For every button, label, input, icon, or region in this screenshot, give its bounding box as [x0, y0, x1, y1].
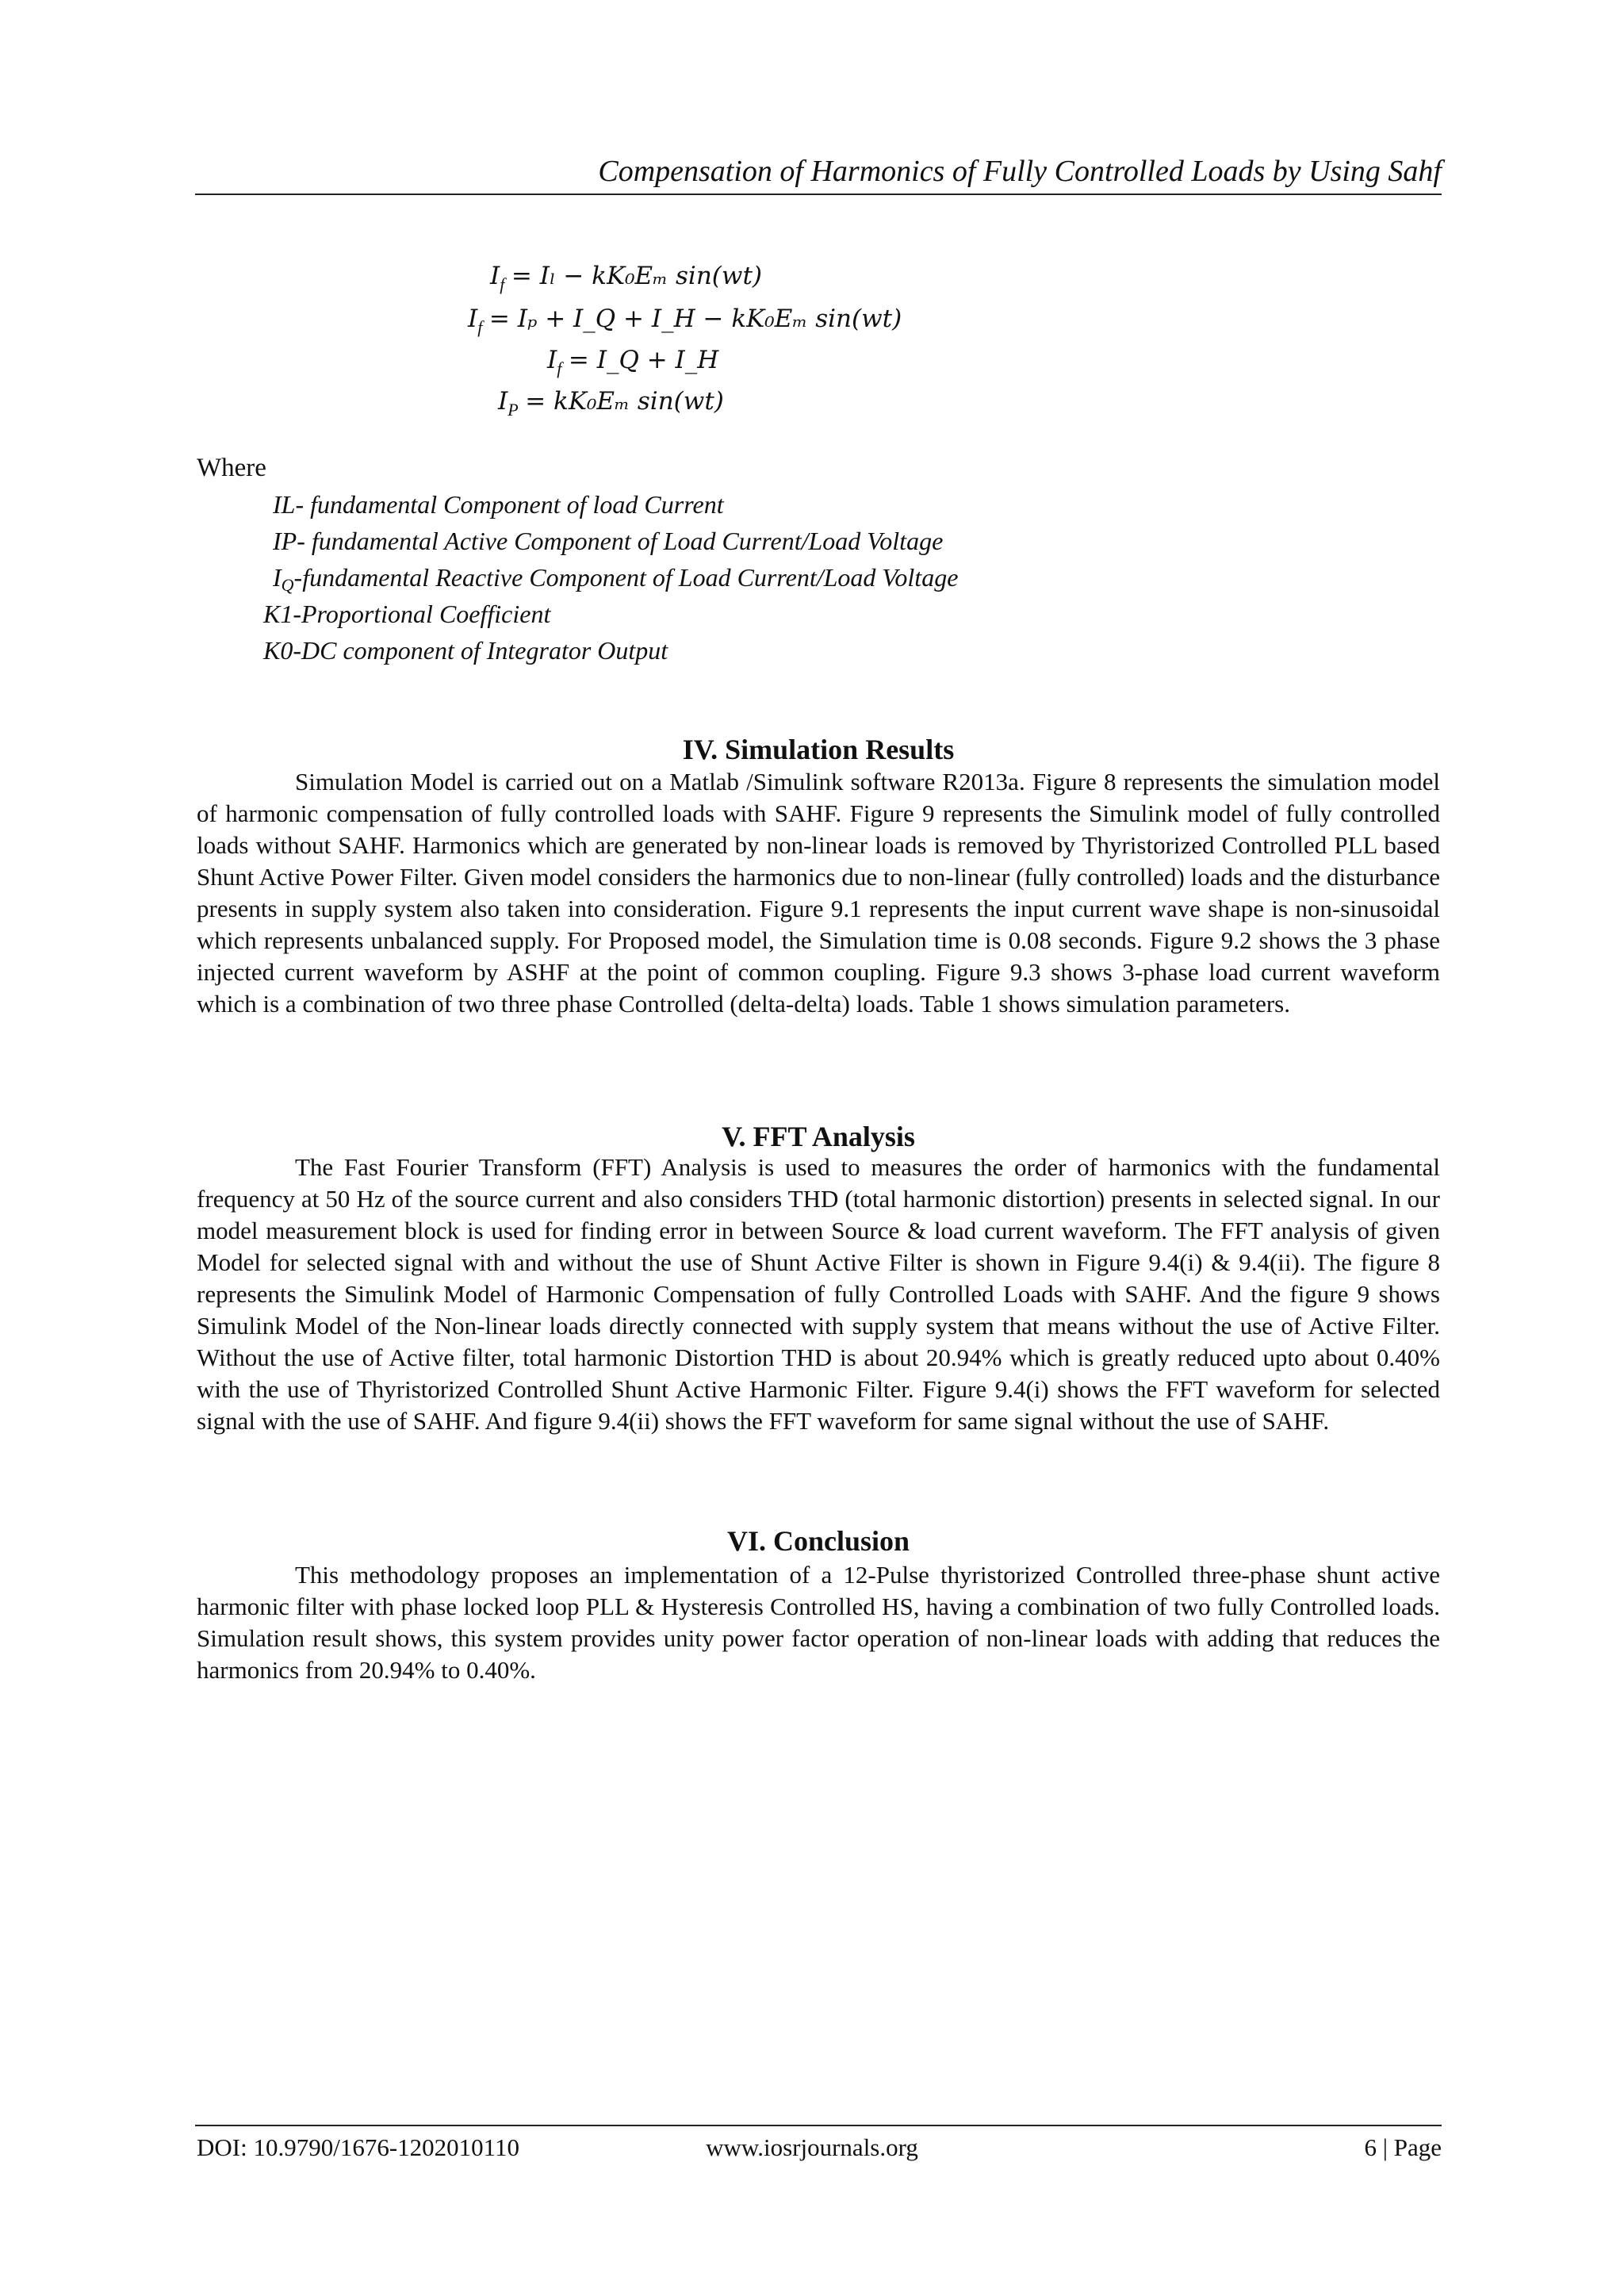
equation-2: [468, 301, 902, 345]
where-label: Where: [197, 454, 266, 482]
paragraph-simulation-results: Simulation Model is carried out on a Matlab /Simulink software R2013a. Figure 8 represents the simulation model of harmonic compensation of fully controlled loads with SAHF. Figure 9 represents the Simulink model of fully controlled loads without SAHF. Harmonics which are generated by non-linear loads is removed by Thyristorized Controlled PLL based Shunt Active Power Filter. Given model considers the harmonics due to non-linear (fully controlled) loads and the disturbance presents in supply system also taken into consideration. Figure 9.1 represents the input current wave shape is non-sinusoidal which represents unbalanced supply. For Proposed model, the Simulation time is 0.08 seconds. Figure 9.2 shows the 3 phase injected current waveform by ASHF at the point of common coupling. Figure 9.3 shows 3-phase load current waveform which is a combination of two three phase Controlled (delta-delta) loads. Table 1 shows simulation parameters.: [197, 768, 1440, 1018]
definition-k1: K1-Proportional Coefficient: [263, 600, 551, 628]
equation-3-rhs: = I_Q + I_H: [568, 346, 719, 374]
paragraph-conclusion: This methodology proposes an implementation of a 12-Pulse thyristorized Controlled three-phase shunt active harmonic filter with phase locked loop PLL & Hysteresis Controlled HS, having a combination of two fully Controlled loads. Simulation result shows, this system provides unity power factor operation of non-linear loads with adding that reduces the harmonics from 20.94% to 0.40%.: [197, 1561, 1440, 1684]
equation-1-rhs: = Iₗ − kK₀Eₘ sin⁡(wt): [511, 262, 762, 290]
running-header-title: Compensation of Harmonics of Fully Controlled Loads by Using Sahf: [598, 155, 1442, 188]
equation-1-lhs-symbol: I: [490, 262, 500, 290]
definition-iq-symbol: I: [273, 563, 282, 592]
definition-k0: K0-DC component of Integrator Output: [263, 636, 668, 665]
equation-1-lhs-sub: f: [500, 274, 505, 294]
equation-3-lhs-symbol: I: [547, 346, 557, 374]
equation-4-lhs-sub: P: [508, 399, 519, 420]
definition-il: IL- fundamental Component of load Current: [273, 490, 724, 519]
header-divider: [195, 194, 1442, 195]
paragraph-fft-analysis: The Fast Fourier Transform (FFT) Analysis is used to measures the order of harmonics with the fundamental frequency at 50 Hz of the source current and also considers THD (total harmonic distortion) presents in selected signal. In our model measurement block is used for finding error in between Source & load current waveform. The FFT analysis of given Model for selected signal with and without the use of Shunt Active Filter is shown in Figure 9.4(i) & 9.4(ii). The figure 8 represents the Simulink Model of Harmonic Compensation of fully Controlled Loads with SAHF. And the figure 9 shows Simulink Model of the Non-linear loads directly connected with supply system that means without the use of Active Filter. Without the use of Active filter, total harmonic Distortion THD is about 20.94% which is greatly reduced upto about 0.40% with the use of Thyristorized Controlled Shunt Active Harmonic Filter. Figure 9.4(i) shows the FFT waveform for selected signal with the use of SAHF. And figure 9.4(ii) shows the FFT waveform for same signal without the use of SAHF.: [197, 1153, 1440, 1435]
section-heading-simulation-results: IV. Simulation Results: [682, 734, 955, 765]
footer-website: www.iosrjournals.org: [706, 2133, 918, 2161]
footer-page-number: 6 | Page: [1364, 2133, 1442, 2161]
equation-2-lhs-sub: f: [477, 316, 483, 337]
equation-4-rhs: = kK₀Eₘ sin⁡(wt): [525, 387, 724, 416]
footer-divider: [195, 2125, 1442, 2126]
equation-2-rhs: = Iₚ + I_Q + I_H − kK₀Eₘ sin(wt): [488, 305, 902, 333]
equation-3: [547, 343, 718, 386]
footer-doi: DOI: 10.9790/1676-1202010110: [197, 2133, 519, 2161]
definition-ip: IP- fundamental Active Component of Load Current/Load Voltage: [273, 527, 944, 555]
equation-3-lhs-sub: f: [557, 358, 562, 378]
equation-2-lhs-symbol: I: [468, 305, 478, 333]
equation-4-lhs-symbol: I: [498, 387, 508, 416]
section-heading-conclusion: VI. Conclusion: [726, 1525, 910, 1557]
section-heading-fft-analysis: V. FFT Analysis: [722, 1121, 915, 1152]
equation-1: [490, 259, 762, 302]
definition-iq-sub: Q: [281, 575, 294, 595]
equation-4: [498, 384, 724, 427]
definition-iq-text: -fundamental Reactive Component of Load Current/Load Voltage: [293, 563, 959, 592]
